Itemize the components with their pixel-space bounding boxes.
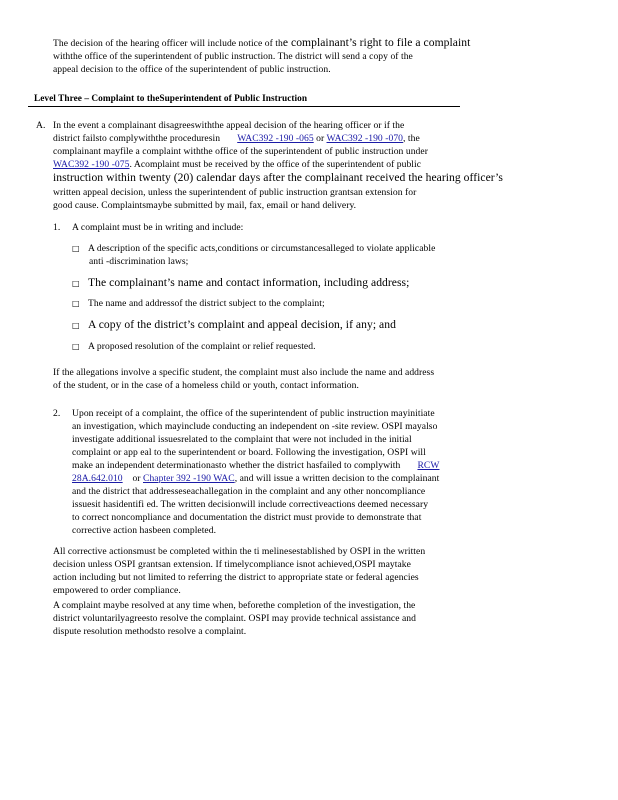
bullet-item-5	[72, 341, 316, 353]
bullet-item-2	[72, 277, 409, 290]
item-2-number: 2.	[53, 408, 61, 419]
wac-075-link[interactable]: WAC392 -190 -075	[53, 159, 130, 170]
item-2-line-6	[72, 473, 439, 485]
text: or	[316, 133, 325, 144]
bullet-item-1-cont: anti -discrimination laws;	[89, 256, 189, 267]
wac-065-link[interactable]: WAC392 -190 -065	[237, 133, 314, 144]
checkbox-icon: □	[72, 321, 80, 330]
item-2-line-5	[72, 460, 439, 472]
corrective-line-3: action including but not limited to referring the district to appropriate state or federal agencies	[53, 572, 419, 583]
item-2-line-10: corrective action hasbeen completed.	[72, 525, 217, 536]
section-heading: Level Three – Complaint to theSuperintendent of Public Instruction	[34, 94, 308, 104]
intro-text: The decision of the hearing officer will include notice of th	[53, 38, 283, 49]
section-a-marker: A.	[36, 120, 46, 131]
bullet-text: A proposed resolution of the complaint or relief requested.	[88, 341, 316, 352]
section-a-line-3: complainant mayfile a complaint withthe office of the superintendent of public instruction under	[53, 146, 428, 157]
item-2-line-1: Upon receipt of a complaint, the office of the superintendent of public instruction mayinitiate	[72, 408, 435, 419]
text: . Acomplaint must be received by the office of the superintendent of public	[129, 159, 422, 170]
intro-line-2: withthe office of the superintendent of public instruction. The district will send a copy of the	[53, 51, 413, 62]
item-2-line-4: complaint or app eal to the superintendent or board. Following the investigation, OSPI will	[72, 447, 426, 458]
section-a-line-2	[53, 133, 420, 145]
item-2-line-8: issuesit hasidentifi ed. The written decisionwill include correctiveactions deemed necessary	[72, 499, 429, 510]
corrective-line-1: All corrective actionsmust be completed within the ti melinesestablished by OSPI in the written	[53, 546, 426, 557]
item-1-text: A complaint must be in writing and include:	[72, 222, 244, 233]
allegation-line-1: If the allegations involve a specific student, the complaint must also include the name and address	[53, 367, 435, 378]
intro-text-large: e complainant’s right to file a complaint	[282, 36, 471, 49]
intro-line-1	[53, 37, 470, 50]
chapter-392-190-link[interactable]: Chapter 392 -190 WAC	[143, 473, 235, 484]
text: , and will issue a written decision to the complainant	[234, 473, 440, 484]
allegation-line-2: of the student, or in the case of a homeless child or youth, contact information.	[53, 380, 359, 391]
bullet-item-1	[72, 243, 435, 255]
corrective-line-4: empowered to order compliance.	[53, 585, 181, 596]
item-2-line-9: to correct noncompliance and documentation the district must provide to demonstrate that	[72, 512, 422, 523]
section-a-line-6: written appeal decision, unless the superintendent of public instruction grantsan extension for	[53, 187, 417, 198]
bullet-text: The complainant’s name and contact information, including address;	[88, 276, 410, 289]
rcw-link[interactable]: RCW	[417, 460, 440, 471]
text: , the	[403, 133, 420, 144]
section-a-line-5: instruction within twenty (20) calendar days after the complainant received the hearing officer’s	[53, 171, 503, 184]
wac-070-link[interactable]: WAC392 -190 -070	[326, 133, 404, 144]
heading-underline	[28, 106, 460, 107]
item-2-line-3: investigate additional issuesrelated to the complaint that were not included in the initial	[72, 434, 412, 445]
item-2-line-7: and the district that addresseseachallegation in the complaint and any other noncompliance	[72, 486, 426, 497]
checkbox-icon: □	[72, 244, 80, 253]
checkbox-icon: □	[72, 342, 80, 351]
intro-line-3: appeal decision to the office of the superintendent of public instruction.	[53, 64, 331, 75]
resolved-line-3: dispute resolution methodsto resolve a complaint.	[53, 626, 247, 637]
item-2-line-2: an investigation, which mayinclude conducting an independent on -site review. OSPI mayalso	[72, 421, 438, 432]
item-1-number: 1.	[53, 222, 61, 233]
bullet-item-4	[72, 319, 396, 332]
rcw-28a-link[interactable]: 28A.642.010	[72, 473, 123, 484]
section-a-line-4	[53, 159, 421, 171]
section-a-line-1: In the event a complainant disagreeswiththe appeal decision of the hearing officer or if the	[53, 120, 405, 131]
bullet-text: The name and addressof the district subject to the complaint;	[88, 298, 325, 309]
checkbox-icon: □	[72, 299, 80, 308]
text: district failsto complywiththe proceduresin	[53, 133, 221, 144]
resolved-line-2: district voluntarilyagreesto resolve the complaint. OSPI may provide technical assistance and	[53, 613, 416, 624]
text: or	[132, 473, 141, 484]
section-a-line-7: good cause. Complaintsmaybe submitted by mail, fax, email or hand delivery.	[53, 200, 357, 211]
text: make an independent determinationasto whether the district hasfailed to complywith	[72, 460, 401, 471]
bullet-text: A copy of the district’s complaint and appeal decision, if any; and	[88, 318, 396, 331]
checkbox-icon: □	[72, 279, 80, 288]
bullet-item-3	[72, 298, 325, 310]
corrective-line-2: decision unless OSPI grantsan extension. If timelycompliance isnot achieved,OSPI maytake	[53, 559, 411, 570]
resolved-line-1: A complaint maybe resolved at any time when, beforethe completion of the investigation, the	[53, 600, 416, 611]
bullet-text: A description of the specific acts,conditions or circumstancesalleged to violate applicable	[88, 243, 436, 254]
